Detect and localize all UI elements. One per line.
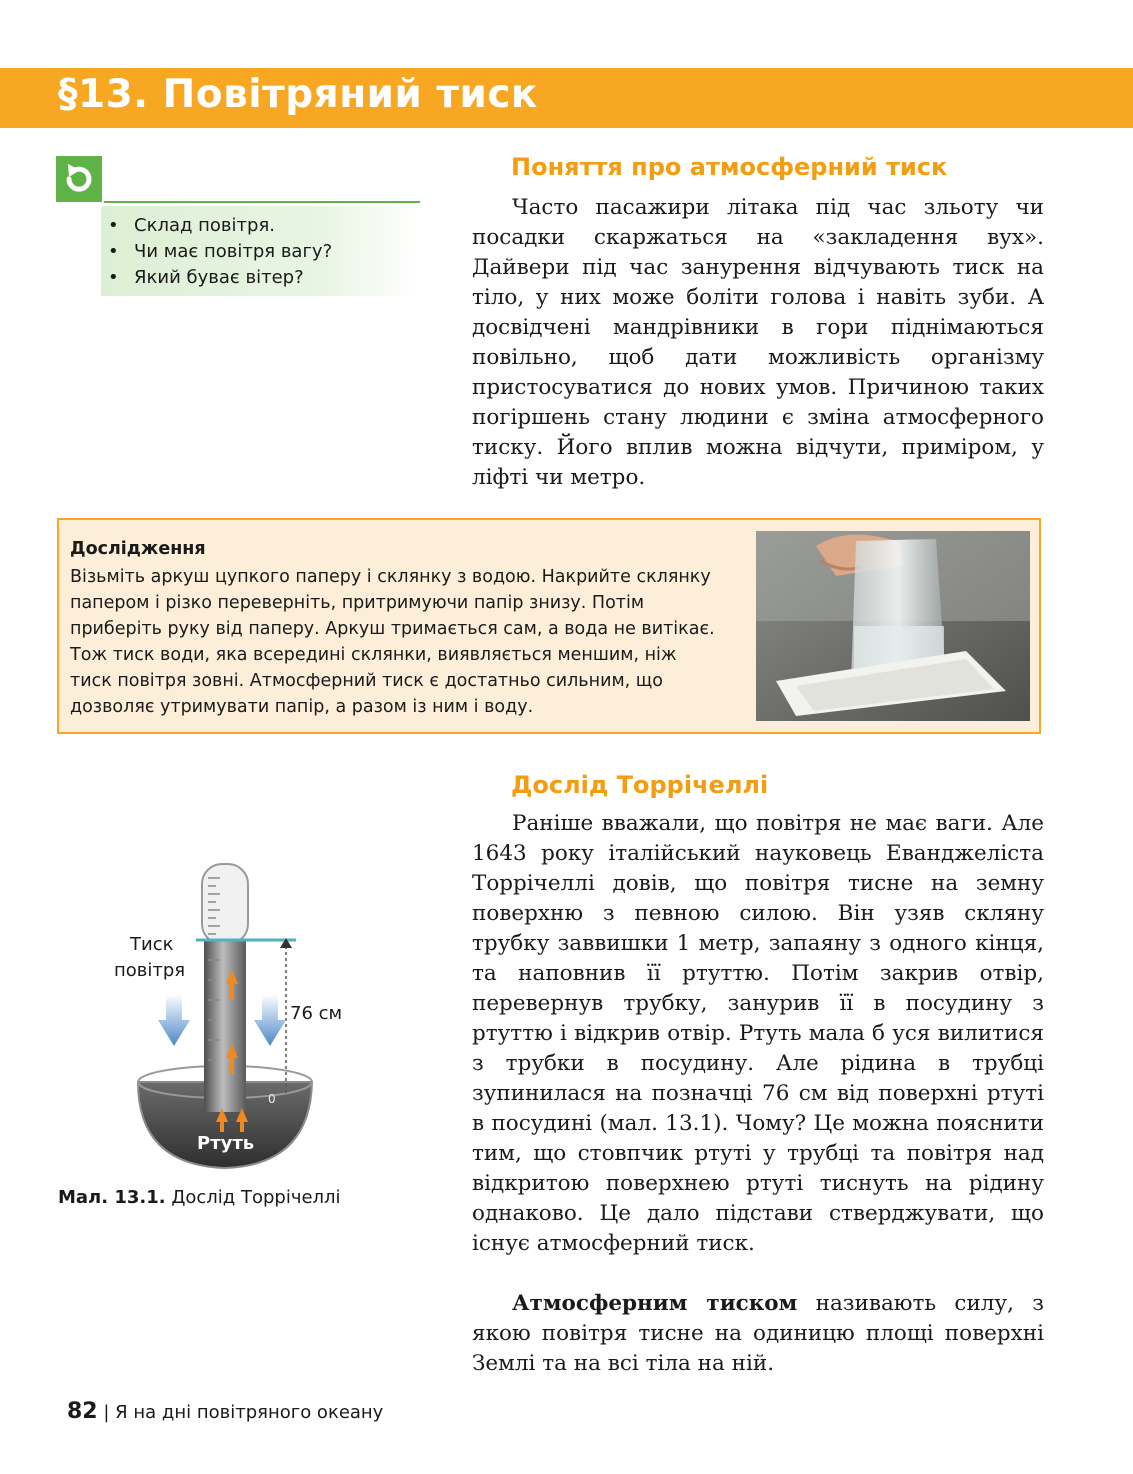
research-text: Візьміть аркуш цупкого паперу і склянку з водою. Накрийте склянку папером і різко переверніть, притримуючи папір знизу. Потім приберіть руку від паперу. Аркуш тримається сам, а вода не витікає. Тож тиск води, яка всередині склянки, виявляється меншим, ніж тиск повітря зовні. Атмосферний тиск є достатньо сильним, що дозволяє утримувати папір, а разом із ним і воду.: [70, 567, 715, 717]
figure-label-zero: 0: [268, 1092, 276, 1106]
recall-item: • Склад повітря.: [108, 213, 332, 239]
chapter-title: Я на дні повітряного океану: [115, 1402, 384, 1423]
definition-text: називають силу, з якою повітря тисне на одиницю площі поверхні Землі та на всі тіла на ній.: [472, 1291, 1044, 1376]
recall-item: • Чи має повітря вагу?: [108, 239, 332, 265]
section1-paragraph: Часто пасажири літака під час зльоту чи посадки скаржаться на «закладення вух». Дайвери під час занурення відчувають тиск на тіло, у них може боліти голова і навіть зуби. А досвідчені мандрівники в гори піднімаються повільно, щоб дати можливість організму пристосуватися до нових умов. Причиною таких погіршень стану людини є зміна атмосферного тиску. Його вплив можна відчути, приміром, у ліфті чи метро.: [472, 195, 1044, 490]
section-heading-torricelli: Дослід Торрічеллі: [511, 771, 769, 799]
section-heading-atmospheric-pressure: Поняття про атмосферний тиск: [511, 153, 948, 181]
definition-paragraph: [472, 1289, 1044, 1379]
recall-divider: [104, 201, 420, 203]
recall-arrow-icon: [56, 156, 102, 202]
research-title: Дослідження: [70, 539, 206, 559]
figure-caption-text: Дослід Торрічеллі: [165, 1187, 341, 1208]
page-number: 82: [67, 1399, 98, 1424]
page-title: §13. Повітряний тиск: [58, 72, 538, 117]
figure-caption: [58, 1187, 341, 1208]
figure-label-air: повітря: [114, 960, 186, 981]
definition-term: Атмосферним тиском: [512, 1291, 798, 1316]
figure-label-height: 76 см: [290, 1003, 343, 1024]
figure-label-mercury: Ртуть: [197, 1133, 255, 1154]
recall-item: • Який буває вітер?: [108, 265, 332, 291]
footer-separator: |: [97, 1402, 116, 1423]
recall-list: [108, 213, 332, 291]
figure-label-air: Тиск: [130, 934, 174, 955]
page-footer: [67, 1399, 383, 1424]
figure-caption-number: Мал. 13.1.: [58, 1187, 166, 1208]
section2-paragraph: Раніше вважали, що повітря не має ваги. Але 1643 року італійський науковець Еванджеліста Торрічеллі довів, що повітря тисне на земну поверхню з певною силою. Він узяв скляну трубку заввишки 1 метр, запаяну з одного кінця, та наповнив її ртуттю. Потім закрив отвір, перевернув трубку, занурив її в посудину з ртуттю і відкрив отвір. Ртуть мала б уся вилитися з трубки в посудину. Але рідина в трубці зупинилася на позначці 76 см від поверхні ртуті в посудині (мал. 13.1). Чому? Це можна пояснити тим, що стовпчик ртуті у трубці та повітря над відкритою поверхнею ртуті тиснуть на рідину однаково. Це дало підстави стверджувати, що існує атмосферний тиск.: [472, 811, 1044, 1256]
glass-paper-photo: [756, 531, 1030, 721]
